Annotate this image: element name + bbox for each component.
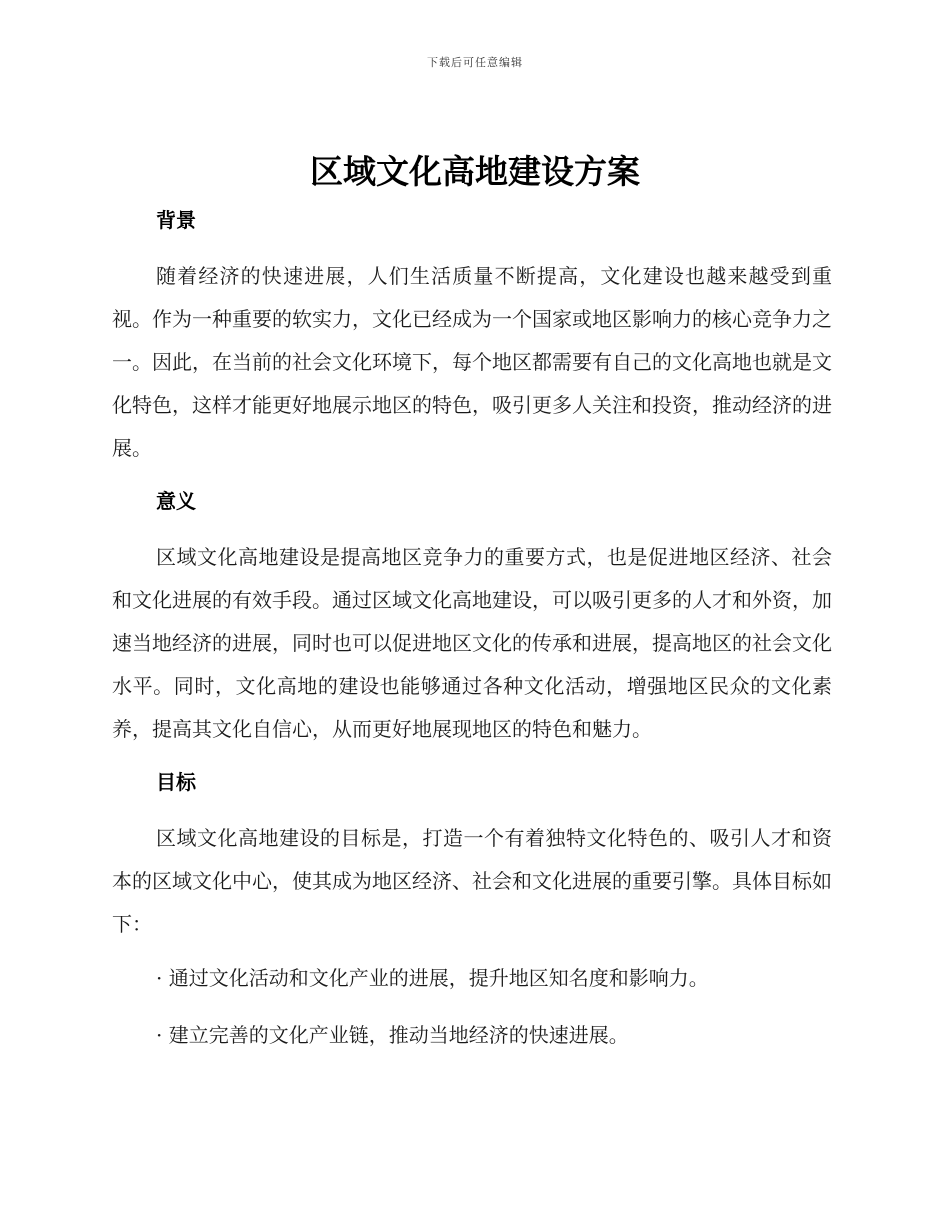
goal-bullet-item: · 通过文化活动和文化产业的进展，提升地区知名度和影响力。 (156, 966, 709, 990)
section-heading-background: 背景 (156, 208, 196, 232)
section-heading-significance: 意义 (156, 489, 196, 513)
section-paragraph-background: 随着经济的快速进展，人们生活质量不断提高，文化建设也越来越受到重视。作为一种重要的软实力，文化已经成为一个国家或地区影响力的核心竞争力之一。因此，在当前的社会文化环境下，每个地区都需要有自己的文化高地也就是文化特色，这样才能更好地展示地区的特色，吸引更多人关注和投资，推动经济的进展。 (112, 264, 832, 460)
section-paragraph-significance: 区域文化高地建设是提高地区竞争力的重要方式，也是促进地区经济、社会和文化进展的有效手段。通过区域文化高地建设，可以吸引更多的人才和外资，加速当地经济的进展，同时也可以促进地区文化的传承和进展，提高地区的社会文化水平。同时，文化高地的建设也能够通过各种文化活动，增强地区民众的文化素养，提高其文化自信心，从而更好地展现地区的特色和魅力。 (112, 545, 832, 741)
goal-bullet-item: · 建立完善的文化产业链，推动当地经济的快速进展。 (156, 1023, 629, 1047)
section-heading-goals: 目标 (156, 770, 196, 794)
document-title: 区域文化高地建设方案 (310, 152, 640, 191)
page-header-note: 下载后可任意编辑 (427, 56, 523, 69)
document-body (112, 200, 832, 1071)
section-paragraph-goals: 区域文化高地建设的目标是，打造一个有着独特文化特色的、吸引人才和资本的区域文化中心，使其成为地区经济、社会和文化进展的重要引擎。具体目标如下： (112, 826, 832, 936)
